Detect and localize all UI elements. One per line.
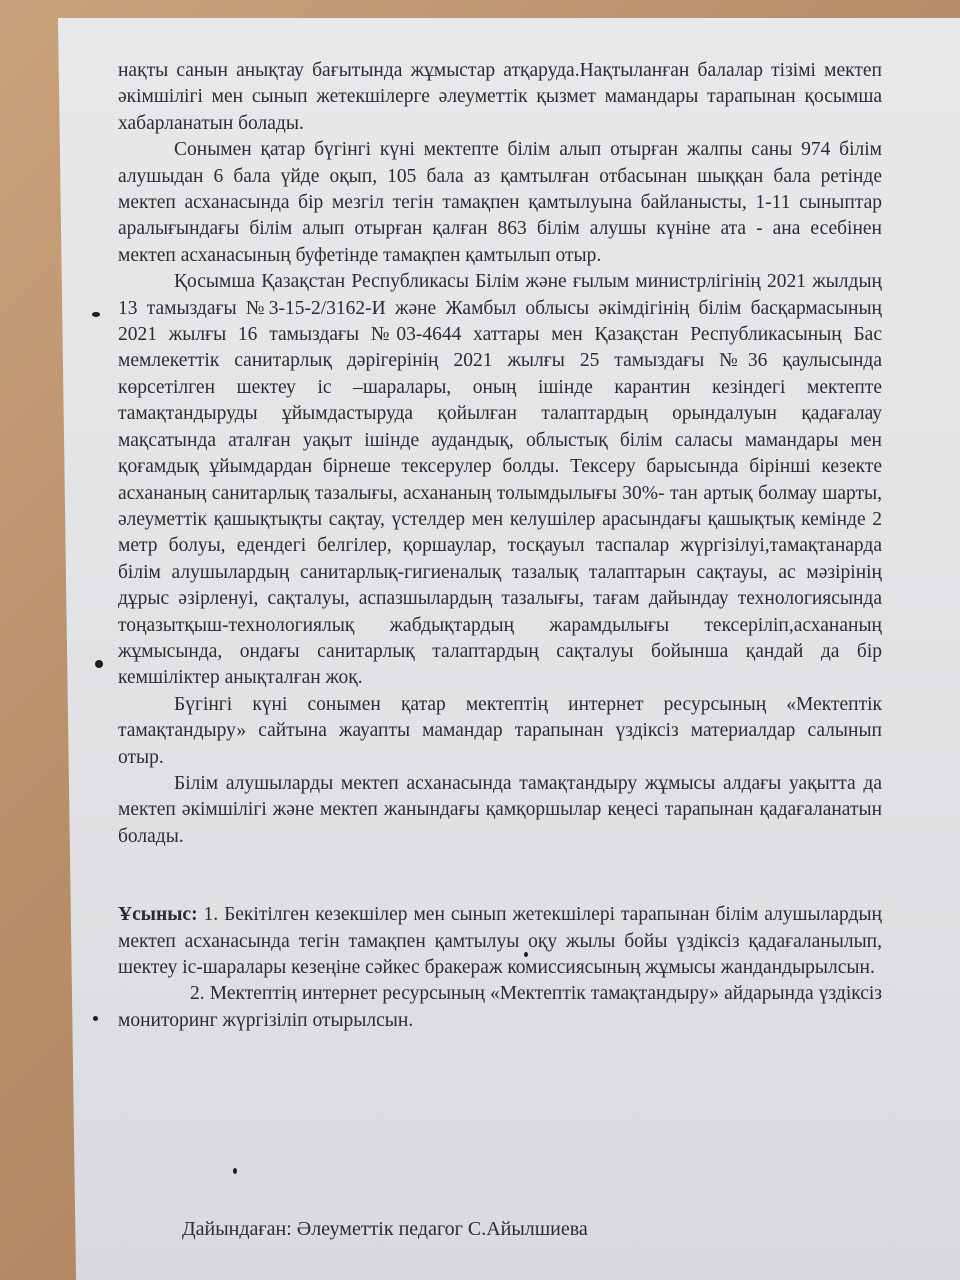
paragraph-5: Білім алушыларды мектеп асханасында тамақтандыру жұмысы алдағы уақытта да мектеп әкімшілігі және мектеп жанындағы қамқоршылар кеңесі тарапынан қадағаланатын болады. [118,772,882,847]
paragraph-2: Сонымен қатар бүгінгі күні мектепте білім алып отырған жалпы саны 974 білім алушыдан 6 бала үйде оқып, 105 бала аз қамтылған отбасынан шыққан бала ретінде мектеп асханасында бір мезгіл тегін тамақпен қамтылуына байланысты, 1-11 сыныптар аралығындағы білім алып отырған қалған 863 білім алушы күніне ата - ана есебінен мектеп асханасының буфетінде тамақпен қамтылып отыр. [118,139,882,266]
paragraph-3: Қосымша Қазақстан Республикасы Білім және ғылым министрлігінің 2021 жылдың 13 тамыздағы №3-15-2/3162-И және Жамбыл облысы әкімдігінің білім басқармасының 2021 жылғы 16 тамыздағы №03-4644 хаттары мен Қазақстан Республикасының Бас мемлекеттік санитарлық дәрігерінің 2021 жылғы 25 тамыздағы №36 қаулысында көрсетілген шектеу іс –шаралары, оның ішінде карантин кезіндегі мектепте тамақтандыруды ұйымдастыруда қойылған талаптардың орындалуын қадағалау мақсатында аталған уақыт ішінде аудандық, облыстық білім саласы мамандары мен қоғамдық ұйымдардан бірнеше тексерулер болды. Тексеру барысында бірінші кезекте асхананың санитарлық тазалығы, асхананың толымдылығы 30%- тан артық болмау шарты, әлеуметтік қашықтықты сақтау, үстелдер мен келушілер арасындағы қашықтық кемінде 2 метр болуы, едендегі белгілер, қоршаулар, тосқауыл таспалар жүргізілуі,тамақтанарда білім алушылардың санитарлық-гигиеналық тазалық талаптарын сақтауы, ас мәзірінің дұрыс әзірленуі, сақталуы, аспазшылардың тазалығы, тағам дайындау технологиясында тоңазытқыш-технологиялық жабдықтардың жарамдылығы тексеріліп,асхананың жұмысында, ондағы санитарлық талаптардың сақталуы бойынша қандай да бір кемшіліктер анықталған жоқ. [118,271,882,689]
signature-line: Дайындаған: Әлеуметтік педагог С.Айылшиева [182,1218,588,1240]
scan-speck [95,660,103,668]
document-body [118,58,882,1034]
recommendation-item-2: 2. Мектептің интернет ресурсының «Мектептік тамақтандыру» айдарында үздіксіз мониторинг жүргізіліп отырылсын. [118,983,882,1031]
scan-speck [233,1168,237,1174]
recommendation-label: Ұсыныс: [118,904,198,926]
scan-speck [93,1016,98,1021]
recommendation-section [118,902,882,1034]
paragraph-4: Бүгінгі күні сонымен қатар мектептің интернет ресурсының «Мектептік тамақтандыру» сайтына жауапты мамандар тарапынан үздіксіз материалдар салынып отыр. [118,693,882,768]
scan-speck [92,312,100,317]
recommendation-item-1 [118,902,882,981]
scan-speck [524,952,528,957]
paragraph-1: нақты санын анықтау бағытында жұмыстар атқаруда.Нақтыланған балалар тізімі мектеп әкімшілігі мен сынып жетекшілерге әлеуметтік қызмет мамандары тарапынан қосымша хабарланатын болады. [118,60,882,134]
recommendation-item-1-text: 1. Бекітілген кезекшілер мен сынып жетекшілері тарапынан білім алушылардың мектеп асханасында тегін тамақпен қамтылуы оқу жылы бойы үздіксіз қадағаланылып, шектеу іс-шаралары кезеңіне сәйкес бракераж комиссиясының жұмысы жандандырылсын. [118,904,882,978]
